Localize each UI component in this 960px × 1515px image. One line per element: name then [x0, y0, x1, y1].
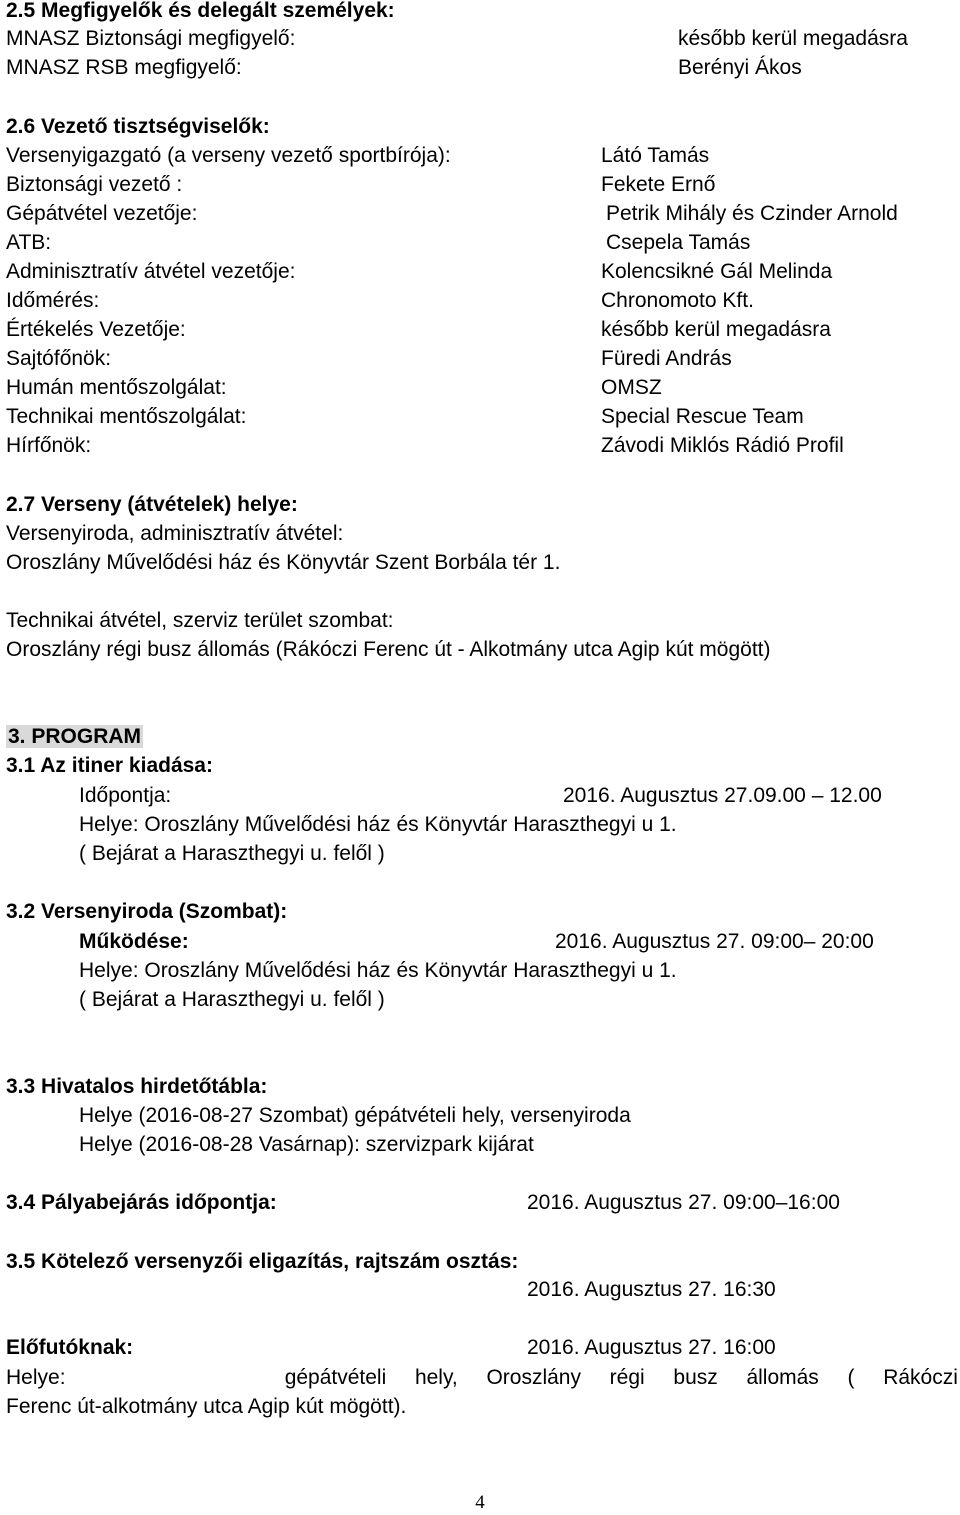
- venue-tech-address: Oroszlány régi busz állomás (Rákóczi Ferenc út - Alkotmány utca Agip kút mögött): [6, 638, 771, 661]
- place-word: (: [847, 1366, 855, 1389]
- official-label: Biztonsági vezető :: [6, 173, 183, 196]
- observer-value: később kerül megadásra: [678, 27, 908, 50]
- office-hours-value: 2016. Augusztus 27. 09:00– 20:00: [555, 930, 874, 953]
- observer-value: Berényi Ákos: [678, 56, 802, 79]
- observer-label: MNASZ Biztonsági megfigyelő:: [6, 27, 296, 50]
- section-3-4-heading: 3.4 Pályabejárás időpontja:: [6, 1191, 277, 1214]
- official-value: Chronomoto Kft.: [601, 289, 754, 312]
- place-word: állomás: [746, 1366, 819, 1389]
- place-word: régi: [609, 1366, 645, 1389]
- official-label: Technikai mentőszolgálat:: [6, 405, 247, 428]
- place-word: Rákóczi: [883, 1366, 958, 1389]
- official-value: Csepela Tamás: [606, 231, 751, 254]
- place-word: busz: [673, 1366, 718, 1389]
- venue-tech-label: Technikai átvétel, szerviz terület szombat:: [6, 609, 394, 632]
- noticeboard-sunday: Helye (2016-08-28 Vasárnap): szervizpark kijárat: [79, 1133, 534, 1156]
- official-label: Humán mentőszolgálat:: [6, 376, 227, 399]
- itiner-time-value: 2016. Augusztus 27.09.00 – 12.00: [563, 784, 882, 807]
- section-3-2-heading: 3.2 Versenyiroda (Szombat):: [6, 900, 288, 923]
- official-label: Időmérés:: [6, 289, 100, 312]
- section-2-5-heading: 2.5 Megfigyelők és delegált személyek:: [6, 0, 395, 22]
- office-entrance: ( Bejárat a Haraszthegyi u. felől ): [79, 988, 385, 1011]
- official-value: Kolencsikné Gál Melinda: [601, 260, 833, 283]
- pre-runners-time: 2016. Augusztus 27. 16:00: [527, 1336, 776, 1359]
- official-label: Hírfőnök:: [6, 434, 92, 457]
- official-value: Füredi András: [601, 347, 732, 370]
- pre-runners-place-line: [6, 1364, 958, 1392]
- official-value: Special Rescue Team: [601, 405, 804, 428]
- official-value: később kerül megadásra: [601, 318, 831, 341]
- program-heading: [6, 723, 143, 751]
- recce-time-value: 2016. Augusztus 27. 09:00–16:00: [527, 1191, 840, 1214]
- office-hours-label: Működése:: [79, 930, 189, 953]
- pre-runners-label: Előfutóknak:: [6, 1336, 134, 1359]
- official-label: Sajtófőnök:: [6, 347, 112, 370]
- observer-label: MNASZ RSB megfigyelő:: [6, 56, 242, 79]
- place-word: gépátvételi: [284, 1366, 387, 1389]
- program-heading-text: 3. PROGRAM: [8, 725, 142, 748]
- section-3-3-heading: 3.3 Hivatalos hirdetőtábla:: [6, 1075, 268, 1098]
- itiner-time-label: Időpontja:: [79, 784, 172, 807]
- official-label: Értékelés Vezetője:: [6, 318, 186, 341]
- section-3-5-heading: 3.5 Kötelező versenyzői eligazítás, rajtszám osztás:: [6, 1250, 519, 1273]
- official-value: Závodi Miklós Rádió Profil: [601, 434, 844, 457]
- itiner-place: Helye: Oroszlány Művelődési ház és Könyvtár Haraszthegyi u 1.: [79, 813, 677, 836]
- section-3-1-heading: 3.1 Az itiner kiadása:: [6, 754, 213, 777]
- pre-runners-place-cont: Ferenc út-alkotmány utca Agip kút mögött).: [6, 1395, 407, 1418]
- noticeboard-saturday: Helye (2016-08-27 Szombat) gépátvételi hely, versenyiroda: [79, 1104, 631, 1127]
- place-word: Oroszlány: [486, 1366, 581, 1389]
- official-label: ATB:: [6, 231, 52, 254]
- official-label: Adminisztratív átvétel vezetője:: [6, 260, 296, 283]
- page-number: 4: [475, 1492, 485, 1513]
- official-label: Gépátvétel vezetője:: [6, 202, 198, 225]
- office-place: Helye: Oroszlány Művelődési ház és Könyvtár Haraszthegyi u 1.: [79, 959, 677, 982]
- official-value: Fekete Ernő: [601, 173, 716, 196]
- official-value: OMSZ: [601, 376, 662, 399]
- venue-admin-address: Oroszlány Művelődési ház és Könyvtár Szent Borbála tér 1.: [6, 551, 561, 574]
- briefing-time-value: 2016. Augusztus 27. 16:30: [527, 1278, 776, 1301]
- place-word: hely,: [414, 1366, 458, 1389]
- official-value: Petrik Mihály és Czinder Arnold: [606, 202, 898, 225]
- official-value: Látó Tamás: [601, 144, 710, 167]
- place-word: Helye:: [6, 1366, 66, 1389]
- venue-admin-label: Versenyiroda, adminisztratív átvétel:: [6, 522, 344, 545]
- section-2-6-heading: 2.6 Vezető tisztségviselők:: [6, 115, 270, 138]
- section-2-7-heading: 2.7 Verseny (átvételek) helye:: [6, 493, 298, 516]
- official-label: Versenyigazgató (a verseny vezető sportbírója):: [6, 144, 451, 167]
- itiner-entrance: ( Bejárat a Haraszthegyi u. felől ): [79, 842, 385, 865]
